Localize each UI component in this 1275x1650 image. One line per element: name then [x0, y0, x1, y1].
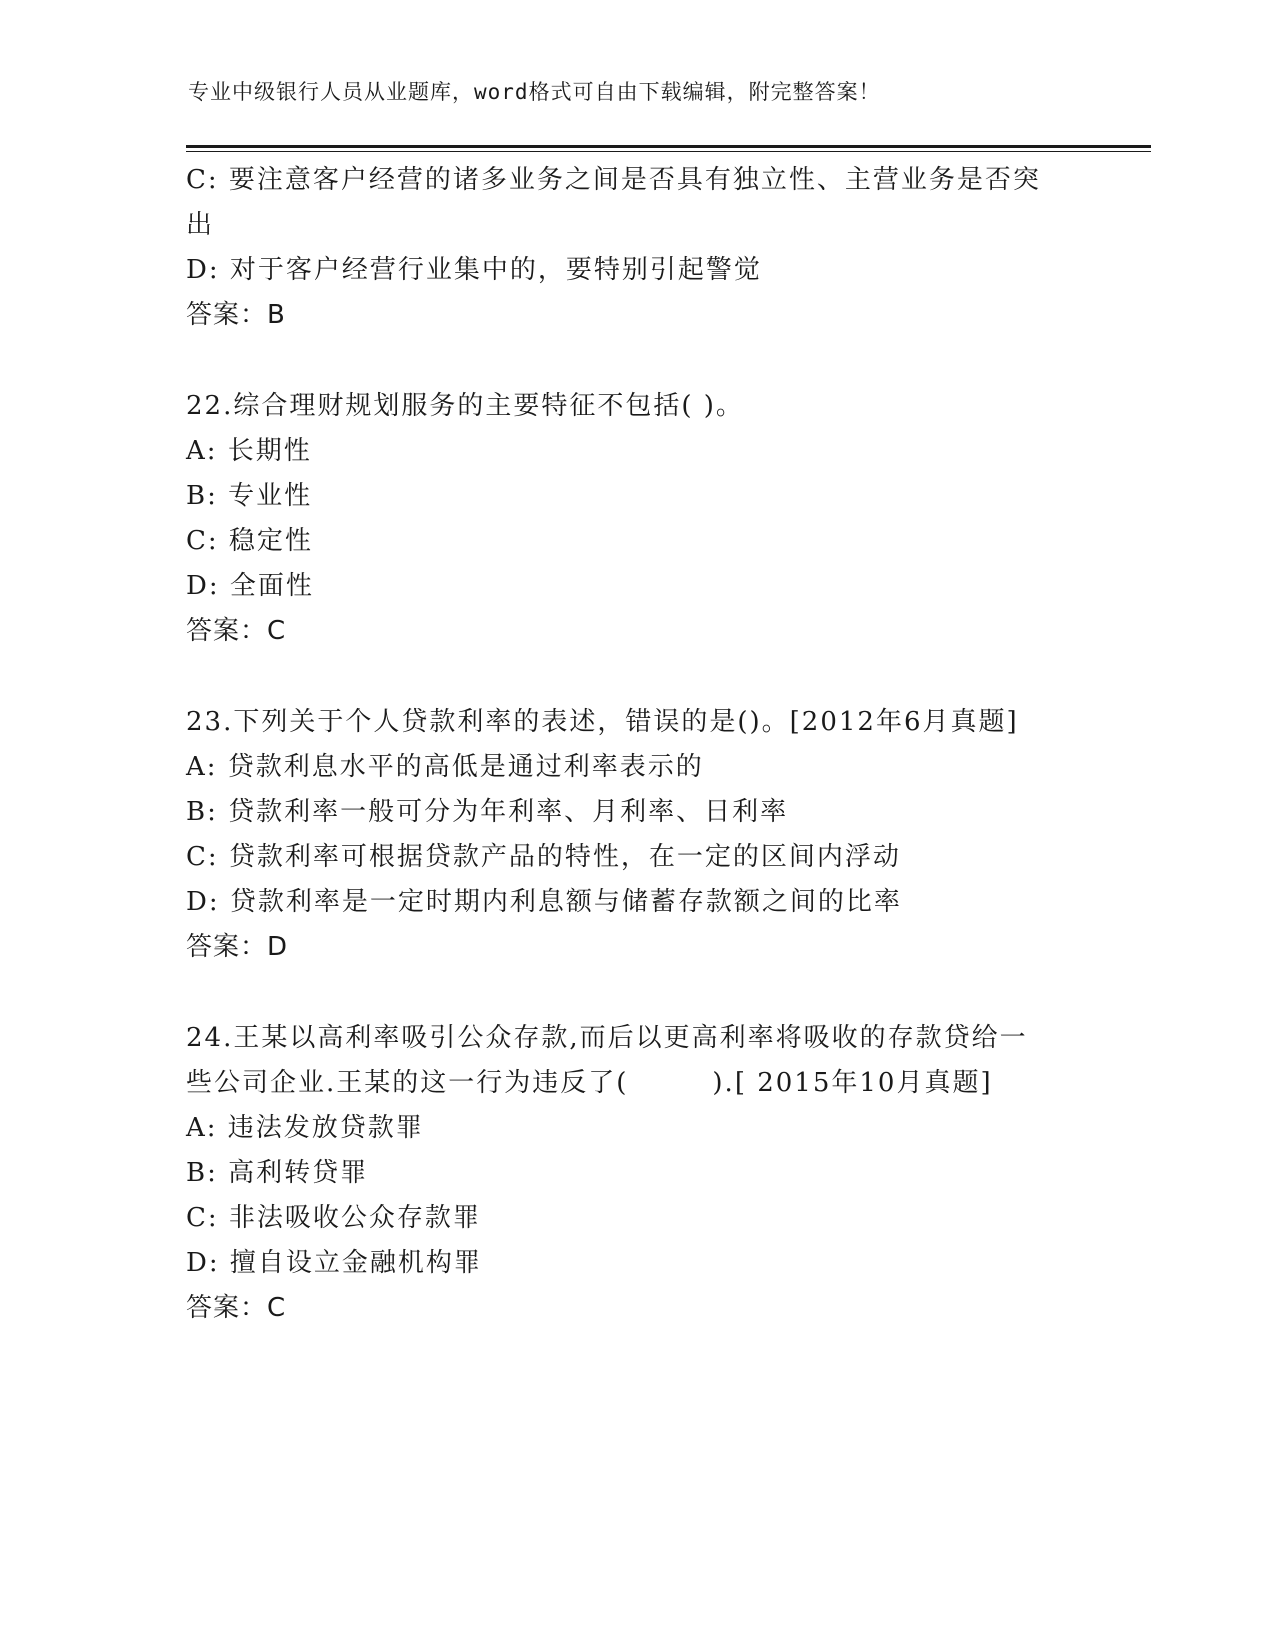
- q21-option-c-line2: 出: [186, 210, 215, 240]
- header-rule-thick: [186, 145, 1151, 148]
- spacer: [186, 338, 1086, 384]
- q24-stem-line2: 些公司企业.王某的这一行为违反了( ).[ 2015年10月真题]: [186, 1068, 993, 1098]
- q21-answer: 答案：B: [186, 300, 286, 330]
- spacer: [186, 970, 1086, 1016]
- q23-option-d: D: 贷款利率是一定时期内利息额与储蓄存款额之间的比率: [186, 887, 902, 917]
- q23-option-b: B: 贷款利率一般可分为年利率、月利率、日利率: [186, 797, 789, 827]
- q21-option-c-line1: C: 要注意客户经营的诸多业务之间是否具有独立性、主营业务是否突: [186, 165, 1041, 195]
- q24-option-c: C: 非法吸收公众存款罪: [186, 1203, 481, 1233]
- q22-answer: 答案：C: [186, 616, 287, 646]
- q22-option-d: D: 全面性: [186, 571, 314, 601]
- q23-answer: 答案：D: [186, 932, 289, 962]
- page-header: 专业中级银行人员从业题库，word格式可自由下载编辑，附完整答案！: [188, 80, 881, 104]
- header-rule-thin: [186, 151, 1151, 152]
- q24-answer: 答案：C: [186, 1293, 287, 1323]
- q23-option-a: A: 贷款利息水平的高低是通过利率表示的: [186, 752, 704, 782]
- q22-option-a: A: 长期性: [186, 436, 312, 466]
- q22-stem: 22.综合理财规划服务的主要特征不包括( )。: [186, 391, 744, 421]
- spacer: [186, 654, 1086, 700]
- question-content: [186, 158, 1086, 1331]
- q24-stem-line1: 24.王某以高利率吸引公众存款,而后以更高利率将吸收的存款贷给一: [186, 1023, 1028, 1053]
- q24-option-a: A: 违法发放贷款罪: [186, 1113, 424, 1143]
- q23-stem: 23.下列关于个人贷款利率的表述，错误的是()。[2012年6月真题]: [186, 707, 1019, 737]
- q21-option-d: D: 对于客户经营行业集中的，要特别引起警觉: [186, 255, 762, 285]
- q24-option-b: B: 高利转贷罪: [186, 1158, 369, 1188]
- q23-option-c: C: 贷款利率可根据贷款产品的特性，在一定的区间内浮动: [186, 842, 901, 872]
- q22-option-c: C: 稳定性: [186, 526, 313, 556]
- q24-option-d: D: 擅自设立金融机构罪: [186, 1248, 482, 1278]
- q22-option-b: B: 专业性: [186, 481, 313, 511]
